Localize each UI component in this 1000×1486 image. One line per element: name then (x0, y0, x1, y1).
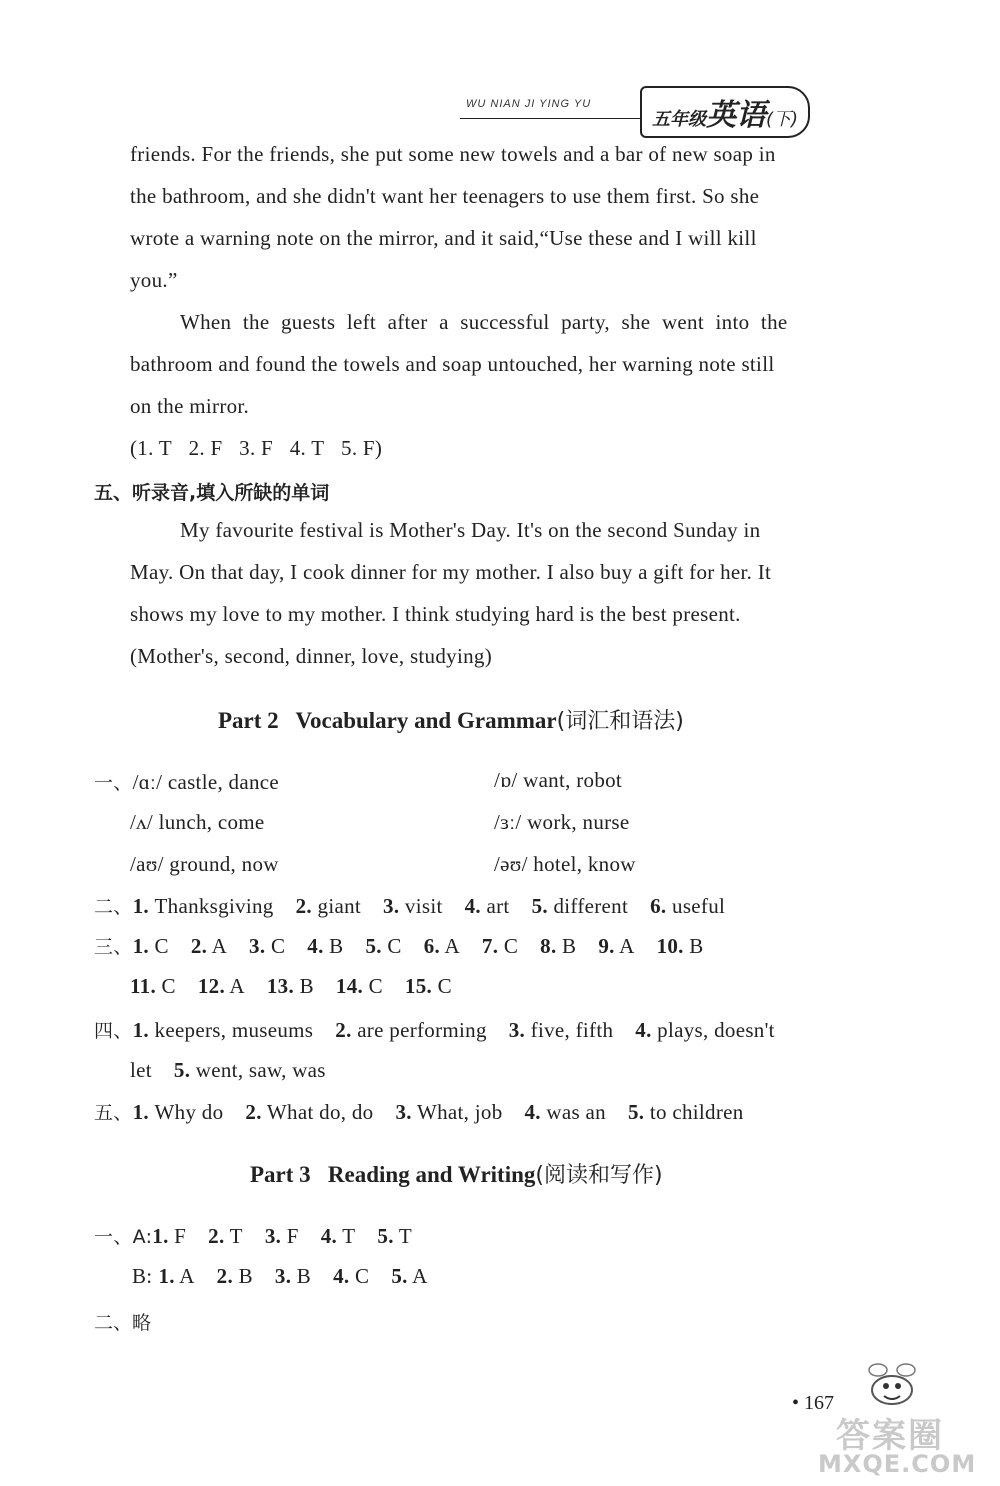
p2-q5-row (94, 1098, 744, 1125)
answer-number: 6. (423, 934, 441, 958)
answer-number: 1. (158, 1264, 175, 1288)
question-number: 三、 (94, 936, 133, 958)
answer-item (365, 934, 401, 958)
part3-title-cn: (阅读和写作) (535, 1163, 663, 1188)
part2-title-en: Part 2 Vocabulary and Grammar (218, 708, 557, 733)
answer-item (245, 1100, 373, 1124)
answer-number: 1. (152, 1224, 169, 1248)
answer-value: useful (666, 894, 726, 918)
answer-item (133, 1018, 314, 1042)
answer-number: 15. (404, 974, 433, 998)
answer-number: 4. (524, 1100, 541, 1124)
p2-q1-row-1 (94, 768, 279, 795)
header-banner (640, 86, 810, 138)
answer-value: giant (311, 894, 362, 918)
answer-item (650, 894, 725, 918)
phonetic-left: /ɑː/ castle, dance (132, 770, 280, 794)
story-line-5: When the guests left after a successful party, she went into the (180, 310, 788, 334)
answer-value: C (432, 974, 452, 998)
answer-item (275, 1264, 311, 1288)
answer-item (525, 1100, 606, 1124)
answer-number: 8. (540, 934, 557, 958)
answer-number: 5. (173, 1058, 191, 1082)
question-number: 五、 (94, 1102, 133, 1124)
answer-value: keepers, museums (148, 1018, 314, 1042)
answer-value: T (393, 1224, 413, 1248)
phonetic-left: /ʌ/ lunch, come (130, 810, 265, 834)
answer-number: 3. (249, 934, 266, 958)
phonetic-left: /aʊ/ ground, now (130, 852, 279, 876)
answer-item (540, 934, 576, 958)
answer-number: 6. (650, 894, 667, 918)
answer: 5. F (341, 436, 375, 460)
section5-line-1: My favourite festival is Mother's Day. It's on the second Sunday in (180, 518, 761, 542)
answer-item (267, 974, 314, 998)
answer-item (174, 1058, 326, 1082)
answer-number: 4. (635, 1018, 652, 1042)
story-line-3: wrote a warning note on the mirror, and it said,“Use these and I will kill (130, 226, 757, 250)
answer-number: 2. (190, 934, 208, 958)
answer-number: 5. (365, 934, 382, 958)
question-number: 一、A: (94, 1226, 153, 1248)
answer-number: 5. (627, 1100, 645, 1124)
p2-q4-row-1 (94, 1016, 775, 1043)
answer-item (628, 1100, 744, 1124)
part2-title (218, 704, 684, 735)
question-number: 一、 (94, 772, 133, 794)
answer-number: 11. (130, 974, 156, 998)
answer-item (532, 894, 629, 918)
answer-value: C (349, 1264, 370, 1288)
answer-item (152, 1224, 186, 1248)
watermark-url: MXQE.COM (818, 1450, 977, 1478)
answer-item (657, 934, 704, 958)
answer-value: visit (399, 894, 443, 918)
answer-value: five, fifth (525, 1018, 614, 1042)
answer-number: 4. (320, 1224, 338, 1248)
answer-number: 4. (307, 934, 324, 958)
answer-number: 1. (132, 934, 149, 958)
answer-value: C (498, 934, 519, 958)
page-number: • 167 (792, 1392, 835, 1414)
answer-number: 10. (656, 934, 684, 958)
answer-value: F (281, 1224, 299, 1248)
answer-item (133, 1100, 224, 1124)
answer-value: to children (644, 1100, 744, 1124)
answer-item (465, 894, 510, 918)
story-line-2: the bathroom, and she didn't want her teenagers to use them first. So she (130, 184, 760, 208)
section5-title: 五、听录音,填入所缺的单词 (94, 482, 330, 504)
part3-title-en: Part 3 Reading and Writing (250, 1162, 536, 1187)
answer-value: A (407, 1264, 428, 1288)
answer: 3. F (239, 436, 274, 460)
answer-item (133, 894, 274, 918)
answer-number: 1. (132, 1018, 149, 1042)
answer-item (405, 974, 452, 998)
answer-item (198, 974, 245, 998)
answer: 2. F (188, 436, 223, 460)
answer-number: 4. (464, 894, 481, 918)
answer-item (321, 1224, 356, 1248)
answer-value: A (207, 934, 228, 958)
answer-number: 5. (391, 1264, 408, 1288)
answer-item (395, 1100, 502, 1124)
answer-number: 2. (295, 894, 312, 918)
answer-value: A (440, 934, 460, 958)
answer-value: C (148, 934, 169, 958)
part2-title-cn: (词汇和语法) (556, 709, 684, 734)
answer-item (377, 1224, 412, 1248)
answer-item (335, 1018, 486, 1042)
header-underline (460, 118, 640, 119)
answer-item (217, 1264, 253, 1288)
story-line-4: you.” (130, 268, 178, 292)
answer-item (509, 1018, 614, 1042)
p2-q3-row-1 (94, 932, 704, 959)
answer-item (333, 1264, 369, 1288)
answer-item (265, 1224, 299, 1248)
sub-label: B: (132, 1264, 153, 1288)
header-volume: (下) (766, 109, 799, 130)
answer-value: was an (540, 1100, 606, 1124)
answer-value: different (547, 894, 629, 918)
answer-item (383, 894, 443, 918)
answer-value: C (156, 974, 176, 998)
answer-number: 4. (333, 1264, 350, 1288)
header-pinyin: WU NIAN JI YING YU (466, 98, 592, 110)
answer-value: T (337, 1224, 356, 1248)
answer-value: B (291, 1264, 312, 1288)
answer-value: What, job (411, 1100, 503, 1124)
answer-number: 2. (245, 1100, 262, 1124)
answer-value: A (174, 1264, 195, 1288)
answer-item (130, 974, 176, 998)
part3-title (250, 1158, 663, 1189)
answer-number: 3. (508, 1018, 526, 1042)
answer-item (598, 934, 634, 958)
answer-number: 3. (264, 1224, 282, 1248)
answer-number: 3. (274, 1264, 292, 1288)
answer: 4. T (289, 436, 325, 460)
answer-item (424, 934, 460, 958)
section5-line-3: shows my love to my mother. I think studying hard is the best present. (130, 602, 741, 626)
p2-q4-row-2 (130, 1058, 326, 1083)
answer-item (391, 1264, 427, 1288)
answer-value: T (224, 1224, 243, 1248)
answer-value: B (294, 974, 314, 998)
answer-number: 7. (481, 934, 499, 958)
p3-q1-b-row (132, 1264, 428, 1289)
p2-q2-row (94, 892, 725, 919)
question-number: 二、 (94, 896, 133, 918)
answer-value: Why do (148, 1100, 224, 1124)
answer-value: plays, doesn't (651, 1018, 775, 1042)
answer-item (296, 894, 361, 918)
header-grade: 五年级 (652, 109, 706, 130)
answer-number: 13. (266, 974, 295, 998)
answer-value: C (265, 934, 286, 958)
answer-item (635, 1018, 775, 1042)
answer-item (158, 1264, 194, 1288)
answer-number: 2. (208, 1224, 225, 1248)
answer-value: A (225, 974, 245, 998)
story-line-6: bathroom and found the towels and soap untouched, her warning note still (130, 352, 775, 376)
question-number: 四、 (94, 1020, 133, 1042)
answer-value: are performing (351, 1018, 487, 1042)
section5-line-2: May. On that day, I cook dinner for my mother. I also buy a gift for her. It (130, 560, 772, 584)
answer-item (307, 934, 343, 958)
phonetic-right: /ɜː/ work, nurse (494, 810, 630, 834)
answer-value: B (233, 1264, 253, 1288)
story-line-1: friends. For the friends, she put some new towels and a bar of new soap in (130, 142, 776, 166)
answer-number: 1. (132, 894, 149, 918)
p3-q2: 二、略 (94, 1312, 152, 1334)
answer-value: B (683, 934, 704, 958)
story-line-7: on the mirror. (130, 394, 250, 418)
answer-value: C (381, 934, 402, 958)
answer-item (133, 934, 169, 958)
answer-number: 5. (531, 894, 548, 918)
answer-value: Thanksgiving (148, 894, 274, 918)
answer-number: 12. (197, 974, 226, 998)
answer-value: B (323, 934, 344, 958)
p3-q1-a-row (94, 1222, 412, 1249)
story-answers: (1. T 2. F 3. F 4. T 5. F) (130, 436, 383, 460)
header-subject: 英语 (706, 98, 766, 133)
answer-number: 1. (132, 1100, 149, 1124)
answer-item (191, 934, 227, 958)
phonetic-right: /ɒ/ want, robot (494, 768, 623, 792)
answer-item (208, 1224, 243, 1248)
p2-q3-row-2 (130, 974, 452, 999)
answer-value: C (363, 974, 383, 998)
answer-number: 2. (335, 1018, 352, 1042)
bee-mascot-icon (862, 1358, 926, 1415)
answer-value: A (614, 934, 635, 958)
answer-item (482, 934, 518, 958)
section5-line-4: (Mother's, second, dinner, love, studying) (130, 644, 492, 668)
answer-item (249, 934, 285, 958)
watermark-logo: 答案圈 (836, 1416, 944, 1456)
answer-number: 14. (335, 974, 364, 998)
answer-number: 2. (216, 1264, 234, 1288)
phonetic-right: /əʊ/ hotel, know (494, 852, 636, 876)
answer-continuation: let (130, 1058, 152, 1082)
answer-value: F (168, 1224, 187, 1248)
answer-number: 3. (395, 1100, 412, 1124)
answer-number: 5. (377, 1224, 394, 1248)
answer: 1. T (137, 436, 172, 460)
answer-value: art (480, 894, 510, 918)
answer-item (336, 974, 383, 998)
answer-value: went, saw, was (190, 1058, 326, 1082)
answer-value: What do, do (261, 1100, 374, 1124)
answer-number: 9. (598, 934, 615, 958)
answer-number: 3. (383, 894, 400, 918)
answer-value: B (556, 934, 577, 958)
